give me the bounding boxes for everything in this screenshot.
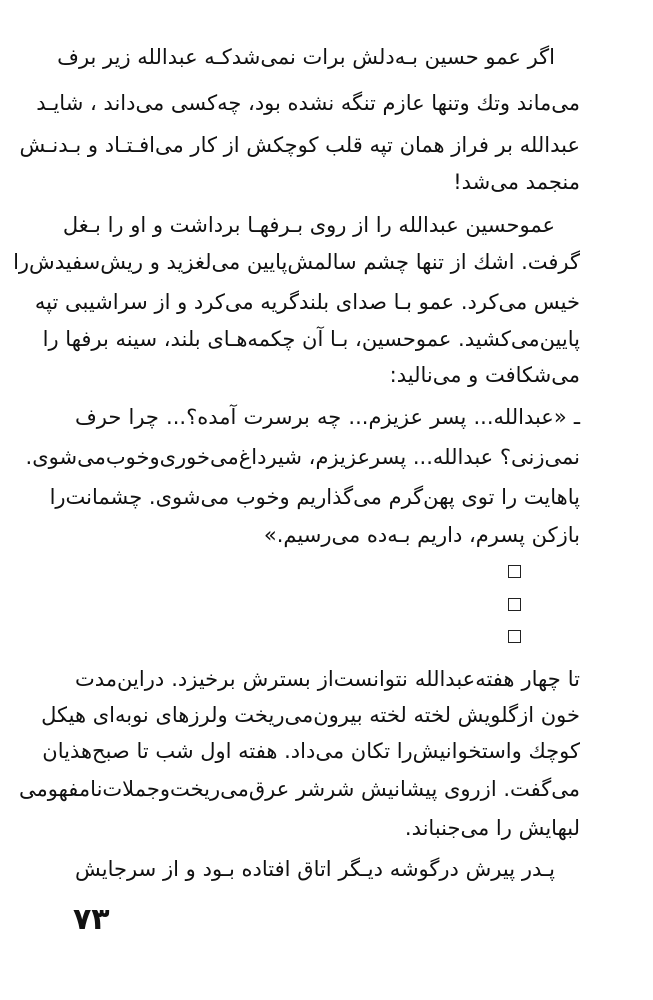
page-number: ۷۳ [73,902,110,937]
text-line: لبهایش را می‌جنباند. [404,816,580,840]
separator-square [508,598,521,611]
separator-square [508,565,521,578]
text-line: پاهایت را توی پهن‌گرم می‌گذاریم وخوب می‌شوی. چشمانت‌را [49,485,580,509]
text-line: خیس می‌کرد. عمو بـا صدای بلندگریه می‌کرد و از سراشیبی تپه [34,290,580,314]
text-line: منجمد می‌شد! [453,170,580,194]
text-line: می‌گفت. ازروی پیشانیش شرشر عرق‌می‌ریخت‌وجملات‌نامفهومی [19,777,580,801]
text-line: بازکن پسرم، داریم بـه‌ده می‌رسیم.» [263,523,580,547]
text-line: پایین‌می‌کشید. عموحسین، بـا آن چکمه‌هـای بلند، سینه برفها را [42,327,580,351]
text-line: عبدالله بر فراز همان تپه قلب کوچکش از کار می‌افـتـاد و بـدنـش [19,133,580,157]
text-line: گرفت. اشك از تنها چشم سالمش‌پایین می‌لغزید و ریش‌سفیدش‌را [13,250,580,274]
text-line: نمی‌زنی؟ عبدالله... پسرعزیزم، شیرداغ‌می‌خوری‌وخوب‌می‌شوی. [25,445,580,469]
text-line: می‌ماند وتك وتنها عازم تنگه نشده بود، چه‌کسی می‌داند ، شایـد [36,91,580,115]
separator-square [508,630,521,643]
text-line: پـدر پیرش درگوشه دیـگر اتاق افتاده بـود و از سرجایش [75,857,555,881]
text-line: تا چهار هفته‌عبدالله نتوانست‌از بسترش برخیزد. دراین‌مدت [75,667,580,691]
text-line: خون ازگلویش لخته لخته بیرون‌می‌ریخت ولرزهای نوبه‌ای هیکل [41,703,580,727]
text-line: کوچك واستخوانیش‌را تکان می‌داد. هفته اول شب تا صبح‌هذیان [42,739,580,763]
text-line: می‌شکافت و می‌نالید: [389,363,580,387]
text-line: اگر عمو حسین بـه‌دلش برات نمی‌شدکـه عبدالله زیر برف [57,45,555,69]
text-line: ـ «عبدالله... پسر عزیزم... چه برسرت آمده؟... چرا حرف [75,405,580,429]
text-line: عموحسین عبدالله را از روی بـرفهـا برداشت و او را بـغل [62,213,555,237]
